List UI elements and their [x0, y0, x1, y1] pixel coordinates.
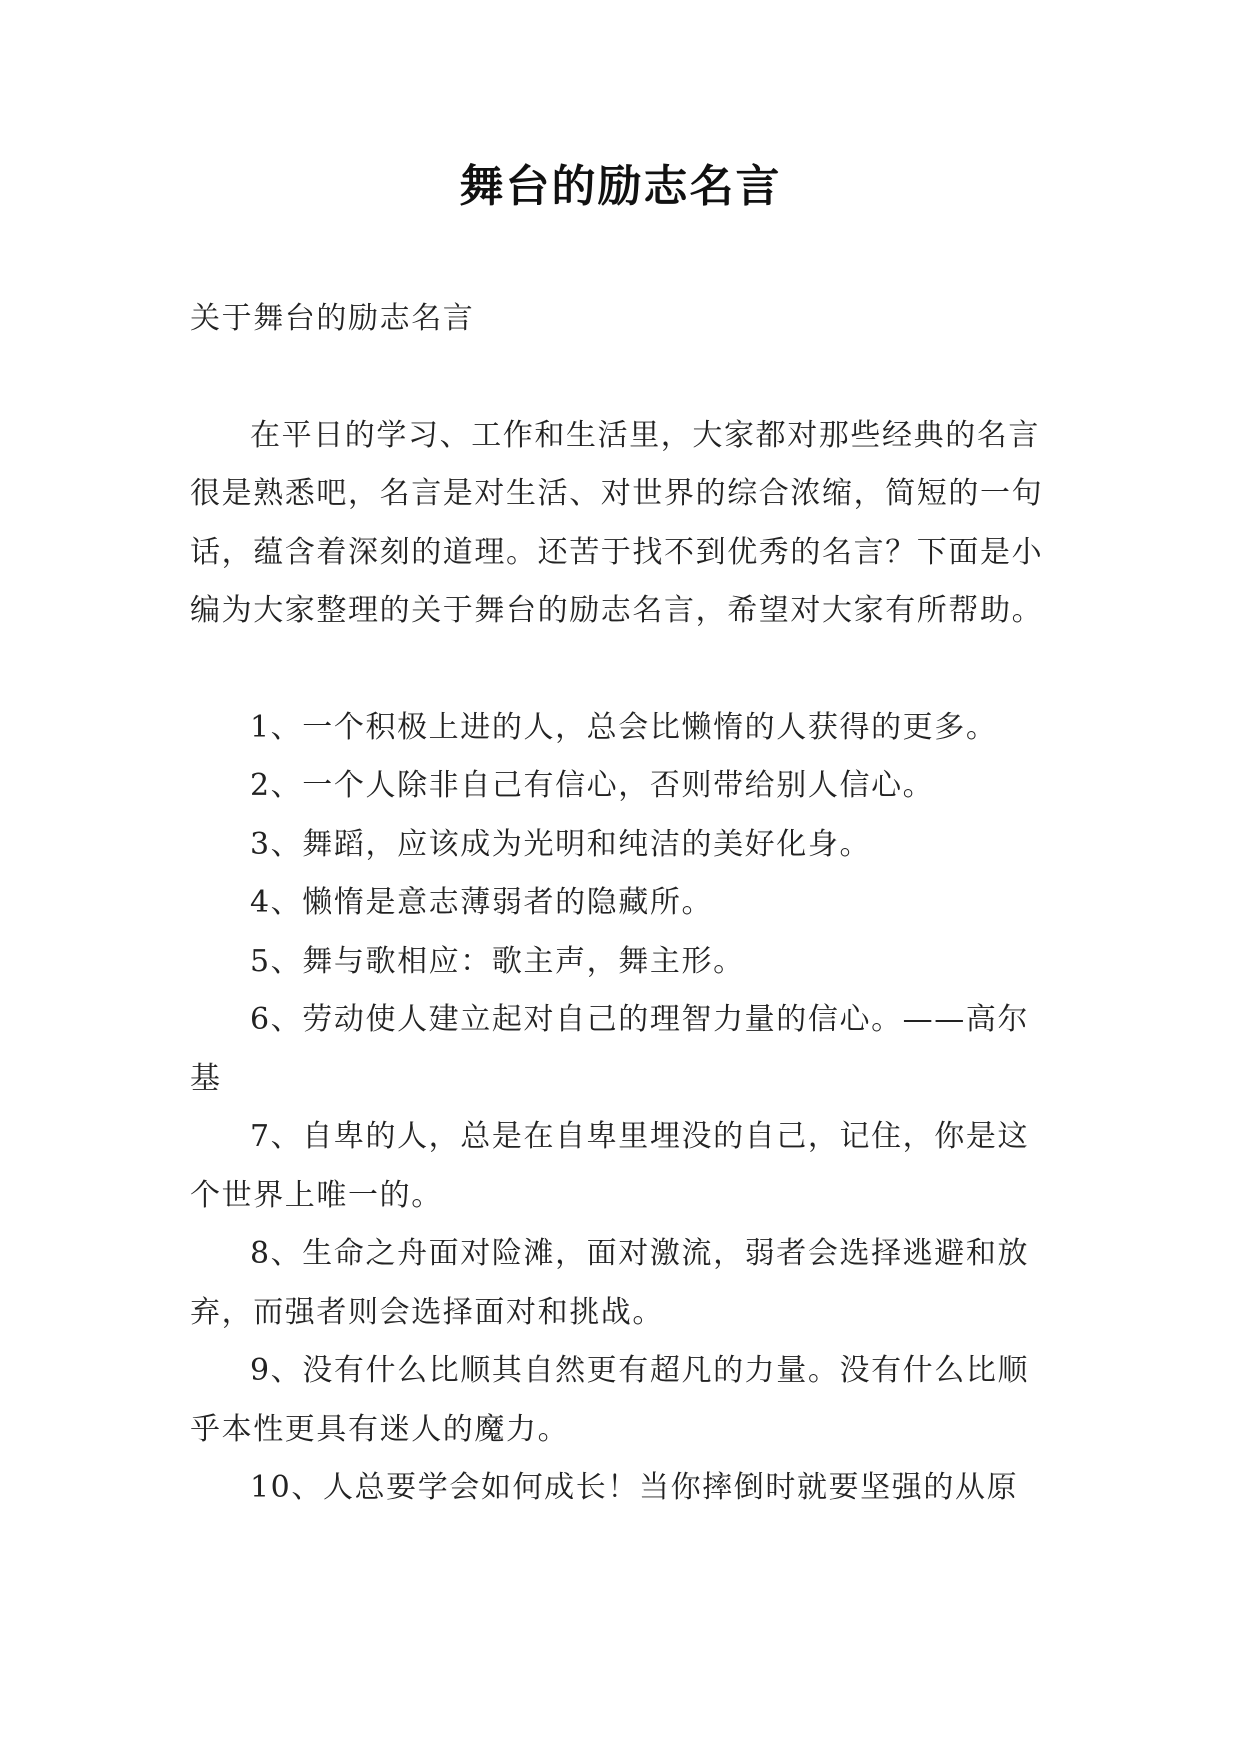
- quote-item: 8、生命之舟面对险滩，面对激流，弱者会选择逃避和放弃，而强者则会选择面对和挑战。: [190, 1236, 1030, 1330]
- quote-item: 10、人总要学会如何成长！当你摔倒时就要坚强的从原: [250, 1470, 1019, 1505]
- quote-item: 5、舞与歌相应：歌主声，舞主形。: [250, 943, 745, 979]
- quote-item: 7、自卑的人，总是在自卑里埋没的自己，记住，你是这个世界上唯一的。: [190, 1119, 1030, 1213]
- intro-paragraph: 在平日的学习、工作和生活里，大家都对那些经典的名言很是熟悉吧，名言是对生活、对世界的综合浓缩，简短的一句话，蕴含着深刻的道理。还苦于找不到优秀的名言？下面是小编为大家整理的关于舞台的励志名言，希望对大家有所帮助。: [190, 417, 1044, 628]
- quote-item: 2、一个人除非自己有信心，否则带给别人信心。: [250, 768, 935, 803]
- quote-item: 6、劳动使人建立起对自己的理智力量的信心。——高尔基: [190, 1002, 1030, 1096]
- quote-item: 9、没有什么比顺其自然更有超凡的力量。没有什么比顺乎本性更具有迷人的魔力。: [190, 1353, 1030, 1447]
- document-title: 舞台的励志名言: [459, 161, 782, 212]
- document-body: [190, 290, 1052, 1518]
- quote-item: 4、懒惰是意志薄弱者的隐藏所。: [250, 885, 714, 920]
- document-subtitle: 关于舞台的励志名言: [190, 301, 475, 336]
- quote-item: 3、舞蹈，应该成为光明和纯洁的美好化身。: [250, 826, 872, 862]
- quote-item: 1、一个积极上进的人，总会比懒惰的人获得的更多。: [250, 709, 998, 745]
